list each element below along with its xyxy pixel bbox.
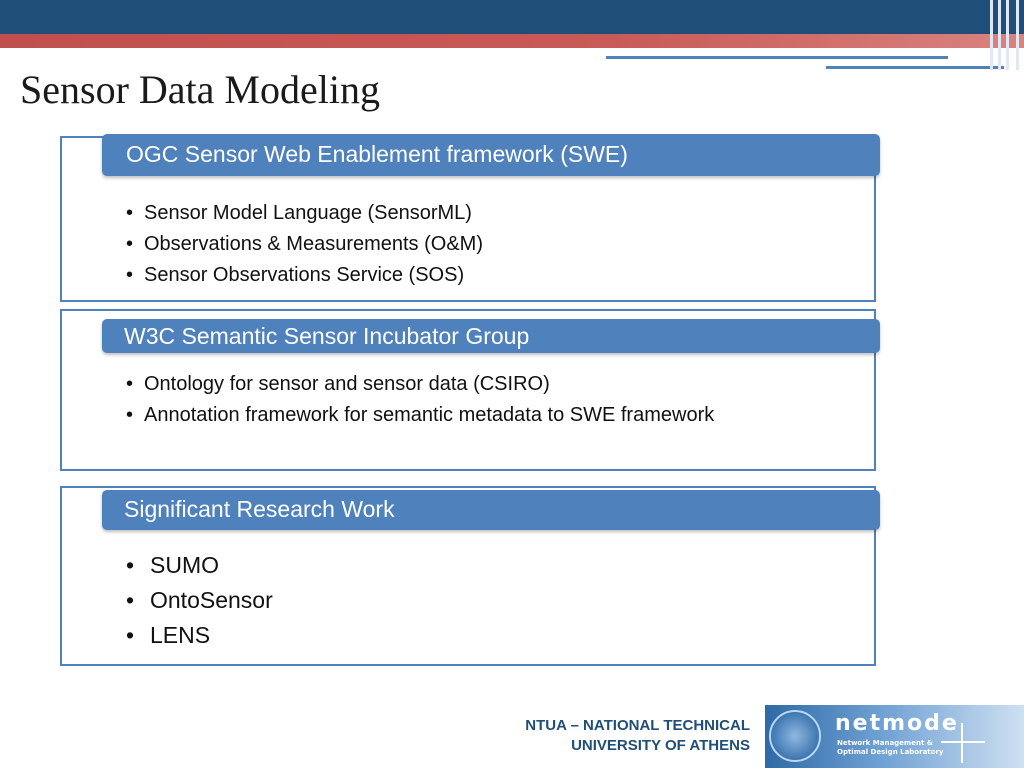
netmode-logo: netmode <box>835 711 959 736</box>
lab-subtitle: Network Management & Optimal Design Laboratory <box>837 739 944 756</box>
bullet-list <box>124 371 764 433</box>
bullet-icon: • <box>126 622 135 648</box>
decorative-stripes <box>988 0 1024 70</box>
section-box-swe <box>60 136 876 302</box>
decorative-line <box>606 56 948 59</box>
bullet-icon: • <box>126 202 134 224</box>
section-header: W3C Semantic Sensor Incubator Group <box>102 319 880 353</box>
section-box-w3c <box>60 309 876 471</box>
top-banner-navy <box>0 0 1024 34</box>
university-name <box>525 716 750 756</box>
list-item: • Sensor Observations Service (SOS) <box>124 260 483 291</box>
bullet-icon: • <box>126 264 134 286</box>
bullet-icon: • <box>126 373 134 395</box>
bullet-icon: • <box>126 233 134 255</box>
section-box-research <box>60 486 876 666</box>
section-header: OGC Sensor Web Enablement framework (SWE) <box>102 134 880 176</box>
bullet-icon: • <box>126 587 135 613</box>
list-item: • SUMO <box>124 548 273 583</box>
list-item: • Sensor Model Language (SensorML) <box>124 198 483 229</box>
university-seal-icon <box>769 710 821 762</box>
list-item: • Observations & Measurements (O&M) <box>124 229 483 260</box>
crosshair-decoration <box>941 741 985 743</box>
list-item: • OntoSensor <box>124 583 273 618</box>
crosshair-decoration <box>961 723 963 763</box>
section-header: Significant Research Work <box>102 490 880 530</box>
slide-title: Sensor Data Modeling <box>20 67 380 112</box>
top-banner-red <box>0 34 1024 48</box>
bullet-icon: • <box>126 404 134 426</box>
list-item: • Ontology for sensor and sensor data (CSIRO) <box>124 371 764 398</box>
list-item: • LENS <box>124 618 273 653</box>
bullet-list <box>124 548 273 653</box>
list-item: • Annotation framework for semantic metadata to SWE framework <box>124 402 764 429</box>
decorative-line <box>826 66 1004 69</box>
university-name-line2: UNIVERSITY OF ATHENS <box>571 737 750 754</box>
lab-logo <box>765 705 1024 768</box>
university-name-line1: NTUA – NATIONAL TECHNICAL <box>525 717 750 734</box>
bullet-icon: • <box>126 552 135 578</box>
bullet-list <box>124 198 483 291</box>
